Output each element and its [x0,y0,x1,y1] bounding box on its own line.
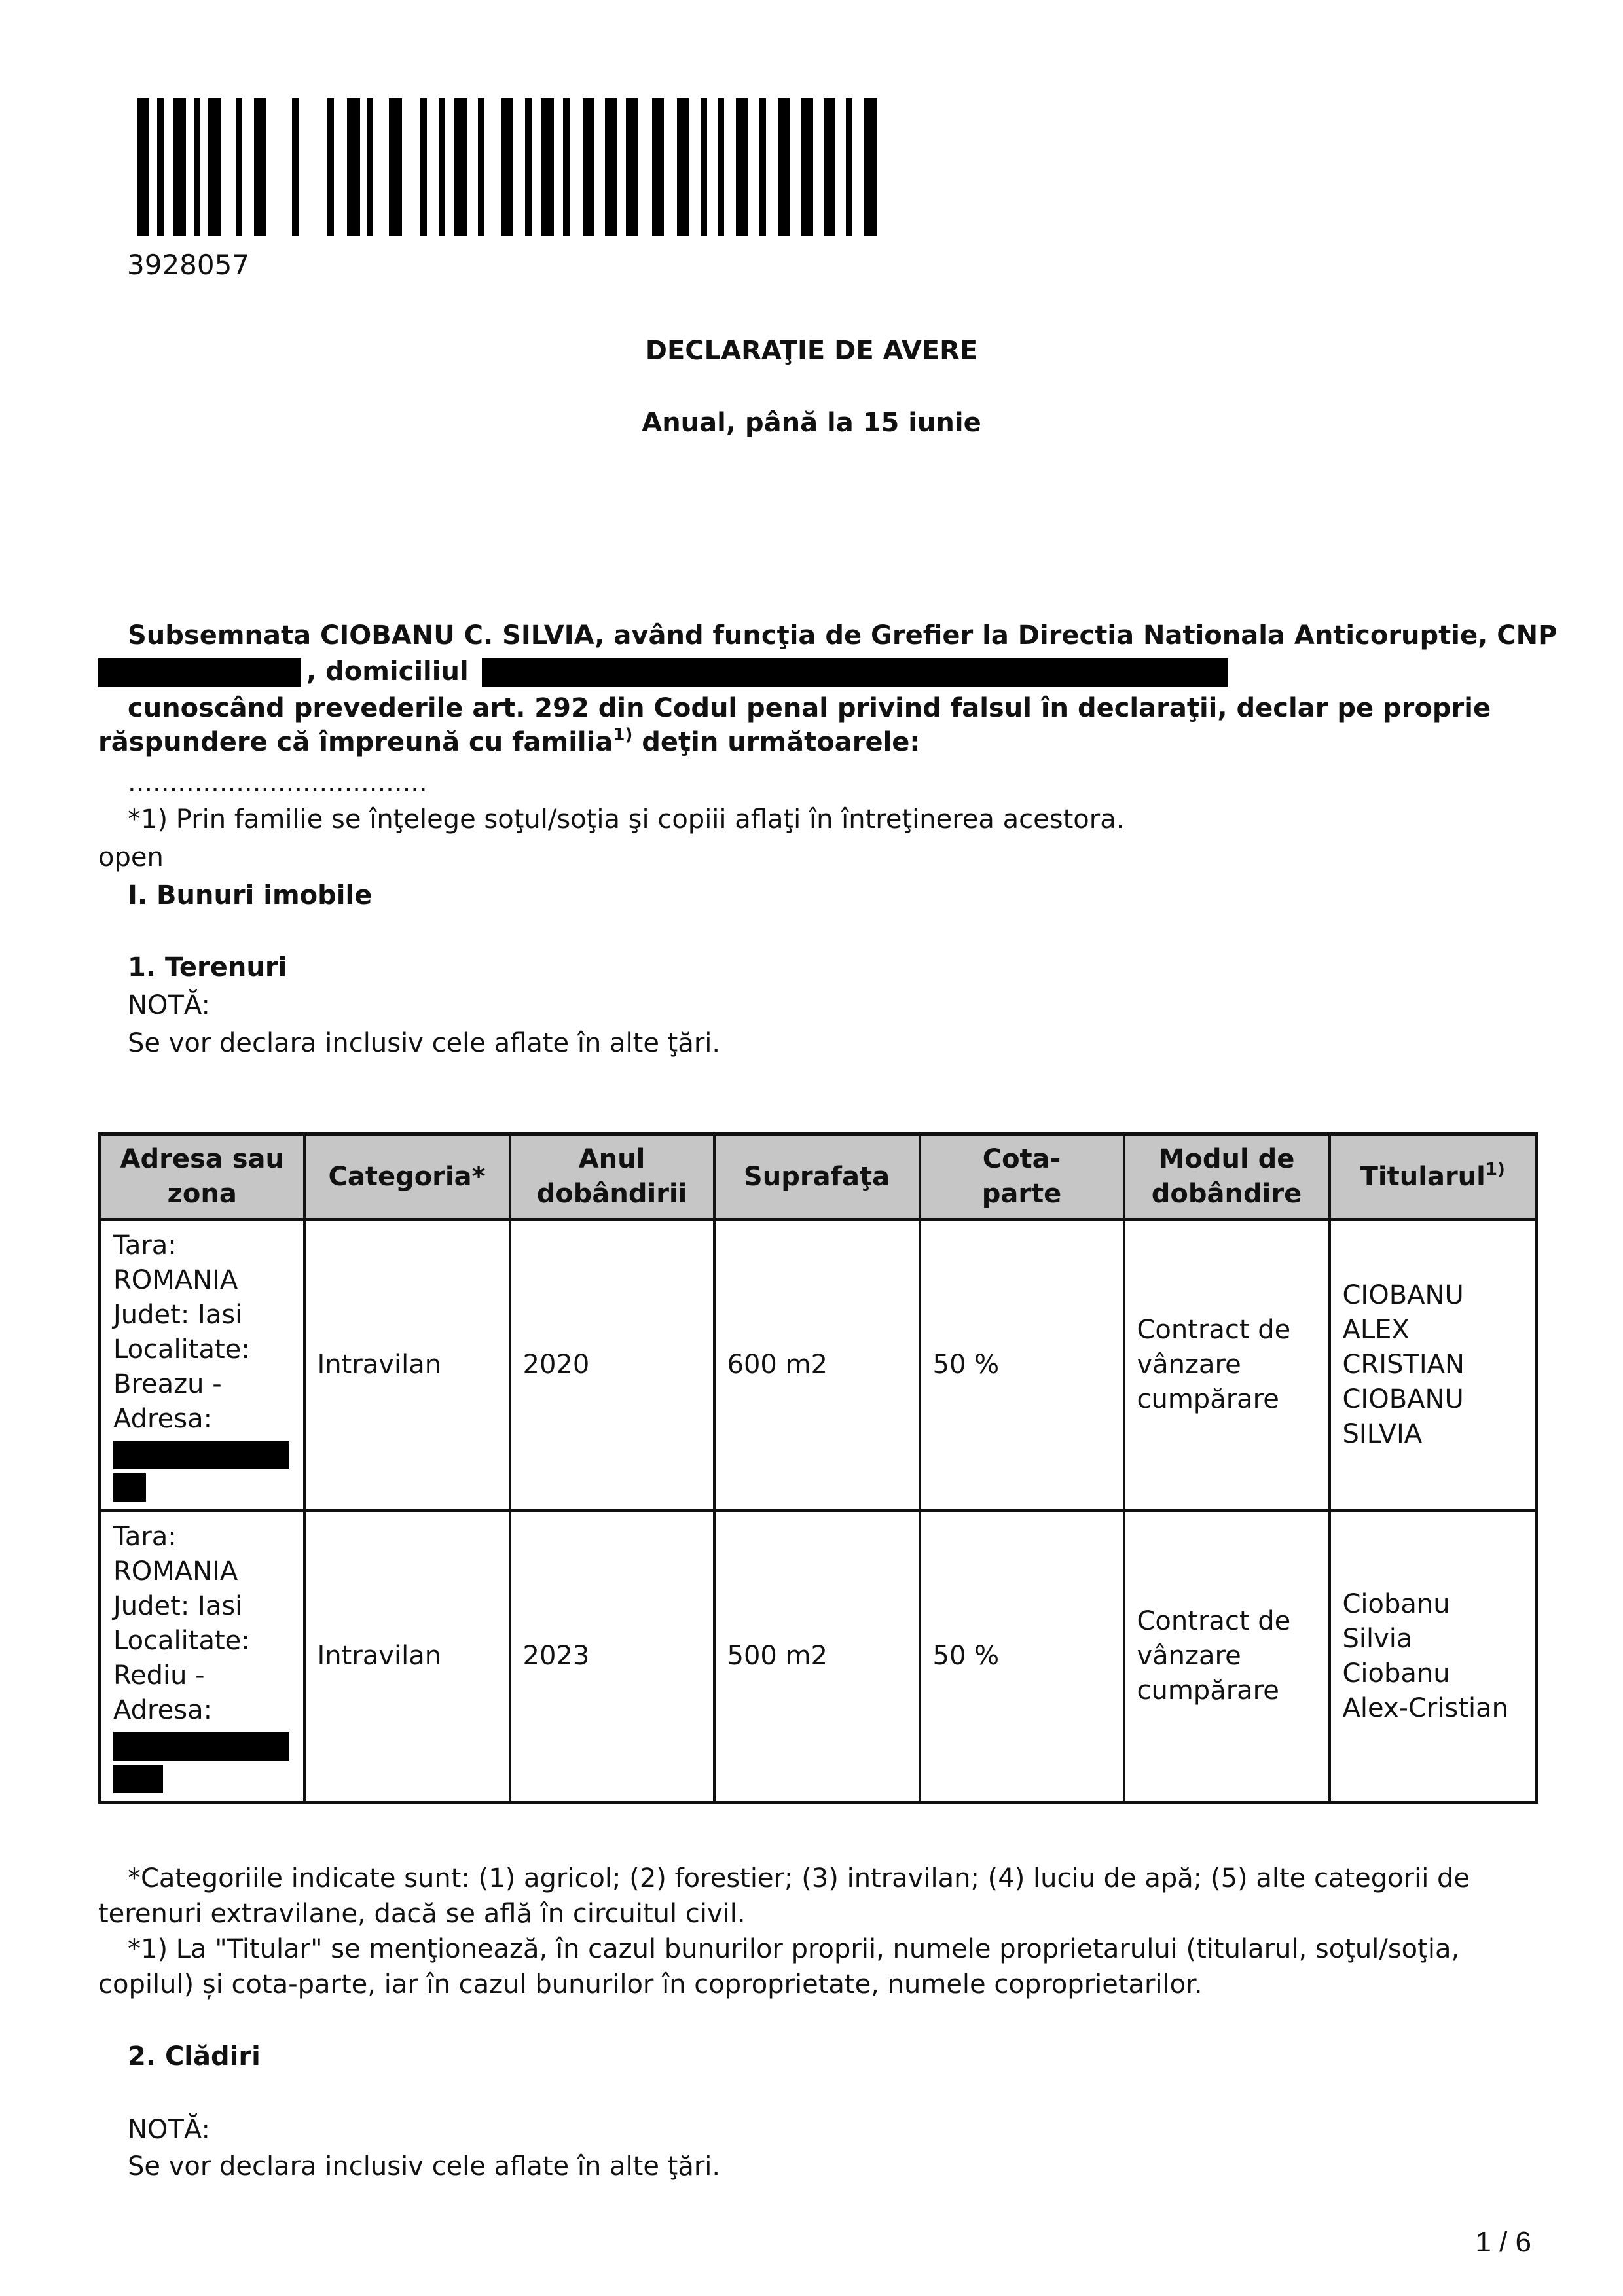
section-1-title: I. Bunuri imobile [128,880,373,910]
cell-modul: Contract de vânzare cumpărare [1124,1511,1330,1803]
declaration-line-2 [98,655,1228,689]
nota-text: Se vor declara inclusiv cele aflate în alte ţări. [128,1028,721,1058]
cladiri-title: 2. Clădiri [128,2041,261,2072]
table-row [100,1219,1537,1511]
header-modul: Modul de dobândire [1124,1134,1330,1220]
nota-text-2: Se vor declara inclusiv cele aflate în alte ţări. [128,2151,721,2181]
declaration-line-3: cunoscând prevederile art. 292 din Codul penal privind falsul în declaraţii, declar pe proprie [128,693,1491,723]
categorii-footnote-line-1: *Categoriile indicate sunt: (1) agricol; (2) forestier; (3) intravilan; (4) luciu de apă; (5) alte categorii de [128,1863,1470,1893]
document-subtitle: Anual, până la 15 iunie [642,408,981,438]
cell-modul: Contract de vânzare cumpărare [1124,1219,1330,1511]
declaration-line-4b: deţin următoarele: [632,727,921,757]
barcode-number: 3928057 [127,249,250,281]
domiciliu-label: , domiciliul [306,656,469,687]
open-marker: open [98,842,164,872]
header-categoria: Categoria* [304,1134,510,1220]
header-anul: Anul dobândirii [510,1134,714,1220]
declaration-line-4 [98,725,920,760]
cell-titular: Ciobanu Silvia Ciobanu Alex-Cristian [1330,1511,1537,1803]
header-titularul: Titularul$^{1)}$ [1330,1134,1537,1220]
cell-anul: 2023 [510,1511,714,1803]
titular-footnote-line-1: *1) La "Titular" se menţionează, în cazul bunurilor proprii, numele proprietarului (titularul, soţul/soţia, [128,1934,1460,1964]
page-number: 1 / 6 [1475,2226,1531,2258]
nota-label-2: NOTĂ: [128,2115,210,2145]
redacted-address-block [113,1473,146,1502]
cell-cota: 50 % [920,1219,1124,1511]
cell-suprafata: 500 m2 [714,1511,920,1803]
header-suprafata: Suprafaţa [714,1134,920,1220]
redacted-address-block [113,1765,163,1793]
cell-cota: 50 % [920,1511,1124,1803]
footnote-marker: 1) [613,725,633,745]
header-adresa: Adresa sau zona [100,1134,304,1220]
declaration-dots: .................................... [128,768,428,798]
table-row [100,1511,1537,1803]
cell-adresa: Tara: ROMANIA Judet: Iasi Localitate: Breazu - Adresa: [100,1219,304,1511]
nota-label: NOTĂ: [128,990,210,1020]
redacted-address-block [113,1732,289,1761]
declaration-line-1: Subsemnata CIOBANU C. SILVIA, având funcţia de Grefier la Directia Nationala Anticoruptie, CNP [128,620,1558,651]
redacted-address-block [113,1441,289,1469]
family-note: *1) Prin familie se înţelege soţul/soţia şi copiii aflaţi în întreţinerea acestora. [128,804,1125,834]
categorii-footnote-line-2: terenuri extravilane, dacă se află în circuitul civil. [98,1899,746,1929]
barcode [137,98,884,236]
cell-titular: CIOBANU ALEX CRISTIAN CIOBANU SILVIA [1330,1219,1537,1511]
cell-categoria: Intravilan [304,1219,510,1511]
terenuri-table [98,1132,1538,1804]
header-cota: Cota- parte [920,1134,1124,1220]
cell-anul: 2020 [510,1219,714,1511]
cell-adresa: Tara: ROMANIA Judet: Iasi Localitate: Rediu - Adresa: [100,1511,304,1803]
titular-footnote-line-2: copilul) și cota-parte, iar în cazul bunurilor în coproprietate, numele coproprietarilor. [98,1969,1203,2000]
terenuri-title: 1. Terenuri [128,952,287,982]
table-header-row [100,1134,1537,1220]
declaration-line-4a: răspundere că împreună cu familia [98,727,613,757]
cell-suprafata: 600 m2 [714,1219,920,1511]
document-title: DECLARAŢIE DE AVERE [645,336,978,366]
redacted-address [482,658,1228,687]
cell-categoria: Intravilan [304,1511,510,1803]
redacted-cnp [98,658,301,687]
